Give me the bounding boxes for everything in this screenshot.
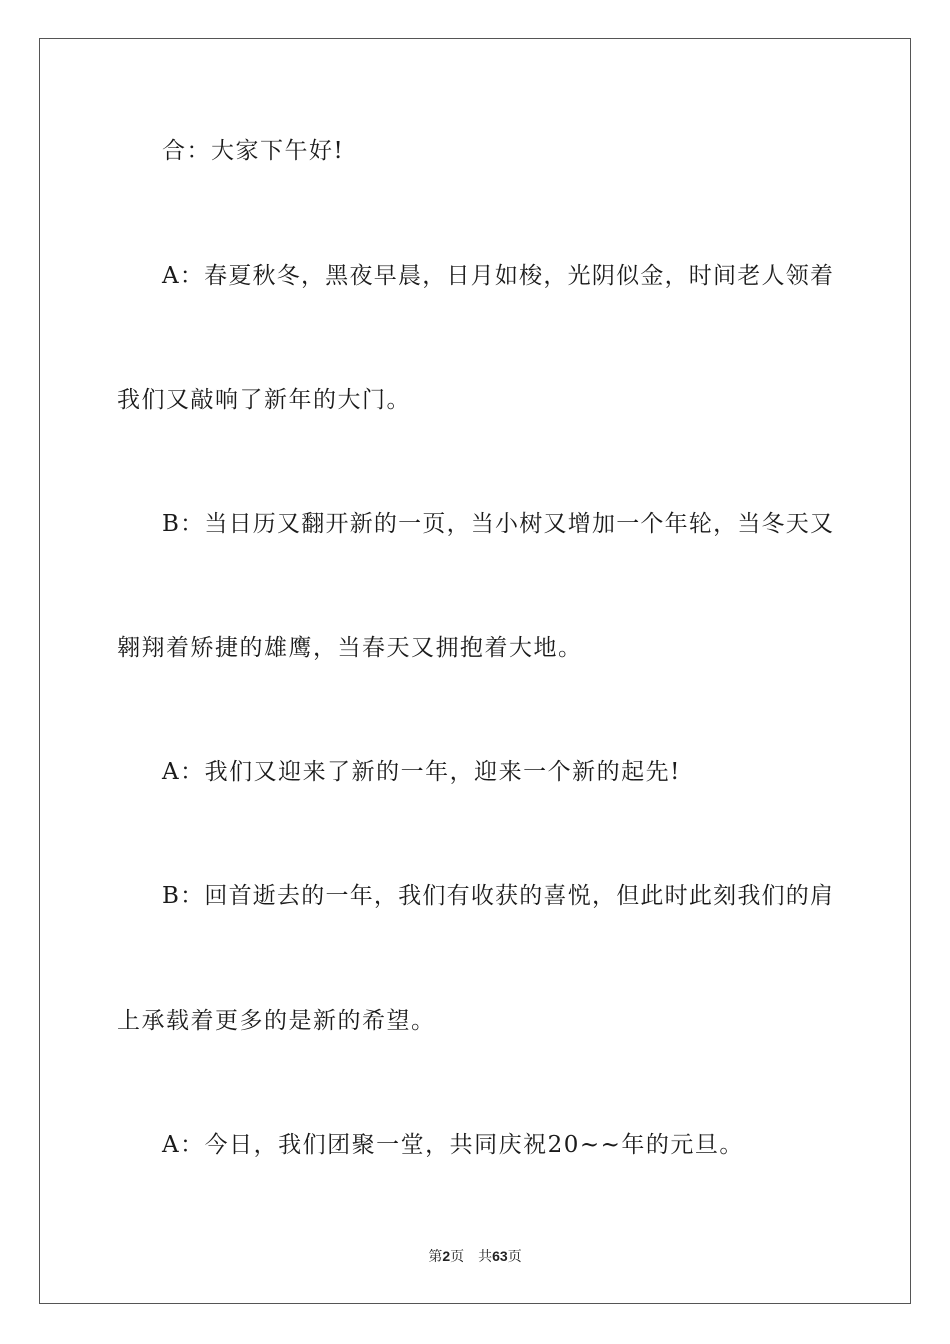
current-page-number: 2 [442, 1248, 451, 1264]
page-prefix: 第 [428, 1249, 443, 1265]
paragraph-line: A：我们又迎来了新的一年，迎来一个新的起先! [162, 759, 681, 785]
total-prefix: 共 [478, 1249, 493, 1265]
total-page-count: 63 [492, 1248, 508, 1264]
paragraph-line: 翱翔着矫捷的雄鹰，当春天又拥抱着大地。 [117, 635, 583, 661]
paragraph-line: B：当日历又翻开新的一页，当小树又增加一个年轮，当冬天又 [162, 511, 833, 537]
greeting-line: 合：大家下午好! [162, 138, 345, 164]
total-suffix: 页 [507, 1249, 522, 1265]
page-suffix: 页 [450, 1249, 465, 1265]
page-footer [0, 1247, 950, 1266]
paragraph-line: 上承载着更多的是新的希望。 [117, 1008, 436, 1034]
paragraph-line: A：春夏秋冬，黑夜早晨，日月如梭，光阴似金，时间老人领着 [162, 263, 833, 289]
page-border [39, 38, 911, 1304]
paragraph-line: B：回首逝去的一年，我们有收获的喜悦，但此时此刻我们的肩 [162, 883, 833, 909]
paragraph-line: 我们又敲响了新年的大门。 [117, 387, 411, 413]
paragraph-line: A：今日，我们团聚一堂，共同庆祝20~~年的元旦。 [162, 1132, 744, 1158]
